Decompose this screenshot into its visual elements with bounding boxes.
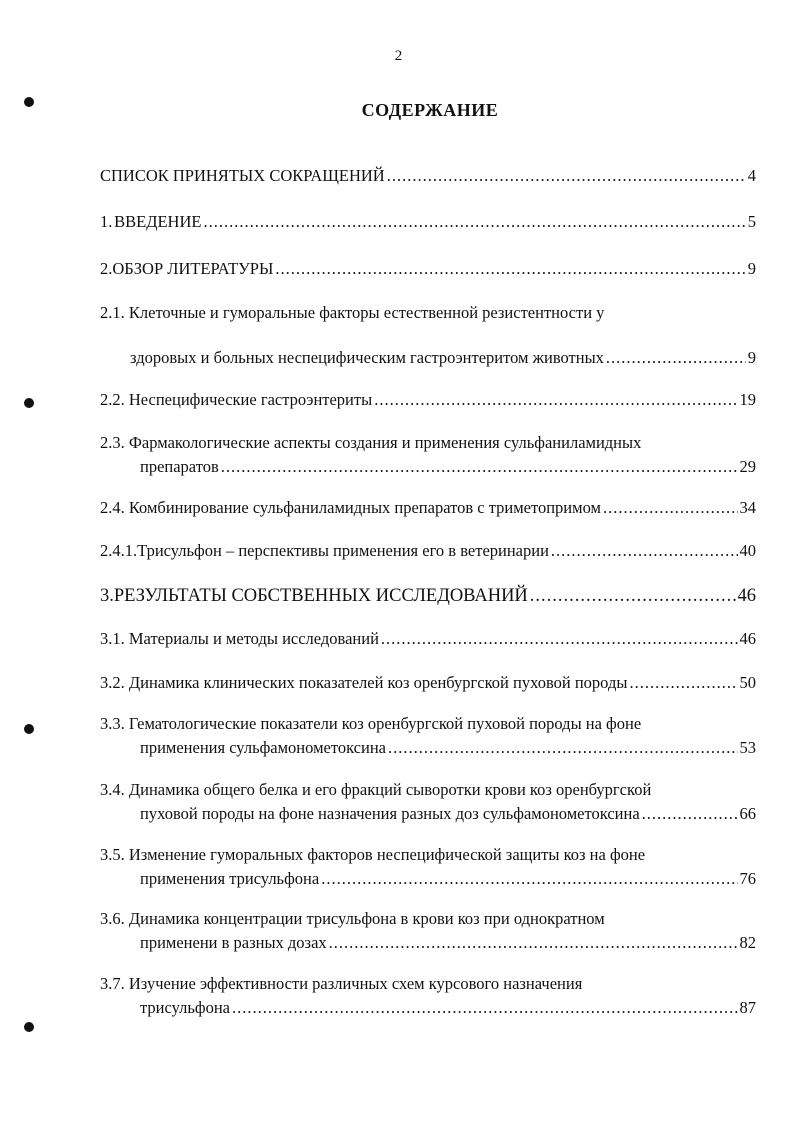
toc-page-number: 5 [747, 212, 756, 231]
punch-hole-mark [24, 1022, 34, 1032]
toc-leader [387, 164, 746, 188]
toc-entry-introduction[interactable] [100, 210, 756, 234]
toc-leader [275, 257, 745, 281]
toc-page-number: 46 [739, 629, 756, 648]
toc-page-number: 9 [747, 259, 756, 278]
toc-leader [221, 455, 738, 479]
toc-entry-number: 2. [100, 259, 113, 278]
toc-entry-2-3[interactable] [100, 431, 756, 479]
toc-leader [329, 931, 738, 955]
toc-page-number: 34 [739, 498, 756, 517]
toc-entry-title-cont: пуховой породы на фоне назначения разных доз сульфамонометоксина [140, 804, 640, 823]
toc-entry-title: 2.4.1.Трисульфон – перспективы применения его в ветеринарии [100, 541, 549, 560]
toc-entry-2-1[interactable] [100, 301, 756, 370]
toc-entry-title: ОБЗОР ЛИТЕРАТУРЫ [112, 259, 274, 278]
toc-leader [551, 539, 738, 563]
page-number: 2 [394, 48, 403, 64]
toc-leader [232, 996, 738, 1020]
toc-entry-title: 3.5. Изменение гуморальных факторов неспецифической защиты коз на фоне [100, 845, 646, 864]
toc-entry-number: 1. [100, 212, 113, 231]
toc-entry-title-cont: препаратов [140, 457, 219, 476]
toc-page-number: 29 [739, 457, 756, 476]
page-title: СОДЕРЖАНИЕ [361, 100, 499, 120]
toc-leader [203, 210, 745, 234]
toc-entry-title-cont: здоровых и больных неспецифическим гастроэнтеритом животных [130, 348, 604, 367]
toc-entry-title: 2.4. Комбинирование сульфаниламидных препаратов с триметопримом [100, 498, 601, 517]
toc-page-number: 50 [739, 673, 756, 692]
toc-entry-title: 2.3. Фармакологические аспекты создания и применения сульфаниламидных [100, 433, 642, 452]
toc-entry-2-4-1[interactable] [100, 539, 756, 563]
toc-entry-title: 3.7. Изучение эффективности различных схем курсового назначения [100, 974, 583, 993]
punch-hole-mark [24, 97, 34, 107]
toc-entry-literature-review[interactable] [100, 257, 756, 281]
toc-entry-results[interactable] [100, 584, 756, 608]
toc-entry-title: РЕЗУЛЬТАТЫ СОБСТВЕННЫХ ИССЛЕДОВАНИЙ [113, 586, 528, 606]
toc-page-number: 82 [739, 933, 756, 952]
toc-page-number: 40 [739, 541, 756, 560]
toc-entry-3-3[interactable] [100, 712, 756, 760]
toc-entry-title-cont: применения трисульфона [140, 869, 320, 888]
toc-entry-2-4[interactable] [100, 496, 756, 520]
toc-entry-3-2[interactable] [100, 671, 756, 695]
toc-leader [603, 496, 738, 520]
toc-entry-title: СПИСОК ПРИНЯТЫХ СОКРАЩЕНИЙ [100, 166, 385, 185]
toc-leader [321, 867, 737, 891]
toc-entry-abbreviations[interactable] [100, 164, 756, 188]
toc-entry-3-4[interactable] [100, 778, 756, 826]
toc-entry-title-cont: применения сульфамонометоксина [140, 738, 386, 757]
toc-entry-3-6[interactable] [100, 907, 756, 955]
toc-entry-title: 3.2. Динамика клинических показателей коз оренбургской пуховой породы [100, 673, 628, 692]
toc-leader [606, 346, 746, 370]
toc-entry-title-cont: трисульфона [140, 998, 230, 1017]
toc-entry-number: 3. [100, 586, 114, 606]
toc-page-number: 4 [747, 166, 756, 185]
toc-entry-3-7[interactable] [100, 972, 756, 1020]
toc-entry-title: 3.6. Динамика концентрации трисульфона в крови коз при однократном [100, 909, 605, 928]
toc-entry-title-cont: применени в разных дозах [140, 933, 327, 952]
toc-page-number: 46 [737, 586, 756, 606]
toc-entry-title: 2.2. Неспецифические гастроэнтериты [100, 390, 373, 409]
toc-page-number: 76 [739, 869, 756, 888]
toc-entry-title: 3.1. Материалы и методы исследований [100, 629, 379, 648]
toc-entry-title: ВВЕДЕНИЕ [114, 212, 202, 231]
toc-entry-3-1[interactable] [100, 627, 756, 651]
punch-hole-mark [24, 724, 34, 734]
punch-hole-mark [24, 398, 34, 408]
toc-leader [629, 671, 737, 695]
toc-page-number: 19 [739, 390, 756, 409]
toc-page-number: 53 [739, 738, 756, 757]
toc-page-number: 87 [739, 998, 756, 1017]
toc-leader [642, 802, 738, 826]
toc-page-number: 9 [747, 348, 756, 367]
toc-entry-title: 2.1. Клеточные и гуморальные факторы естественной резистентности у [100, 303, 605, 322]
toc-entry-title: 3.4. Динамика общего белка и его фракций сыворотки крови коз оренбургской [100, 780, 652, 799]
toc-leader [374, 388, 737, 412]
toc-entry-title: 3.3. Гематологические показатели коз оренбургской пуховой породы на фоне [100, 714, 642, 733]
toc-leader [388, 736, 738, 760]
toc-entry-2-2[interactable] [100, 388, 756, 412]
toc-leader [381, 627, 738, 651]
toc-page-number: 66 [739, 804, 756, 823]
toc-entry-3-5[interactable] [100, 843, 756, 891]
toc-leader [530, 584, 736, 608]
